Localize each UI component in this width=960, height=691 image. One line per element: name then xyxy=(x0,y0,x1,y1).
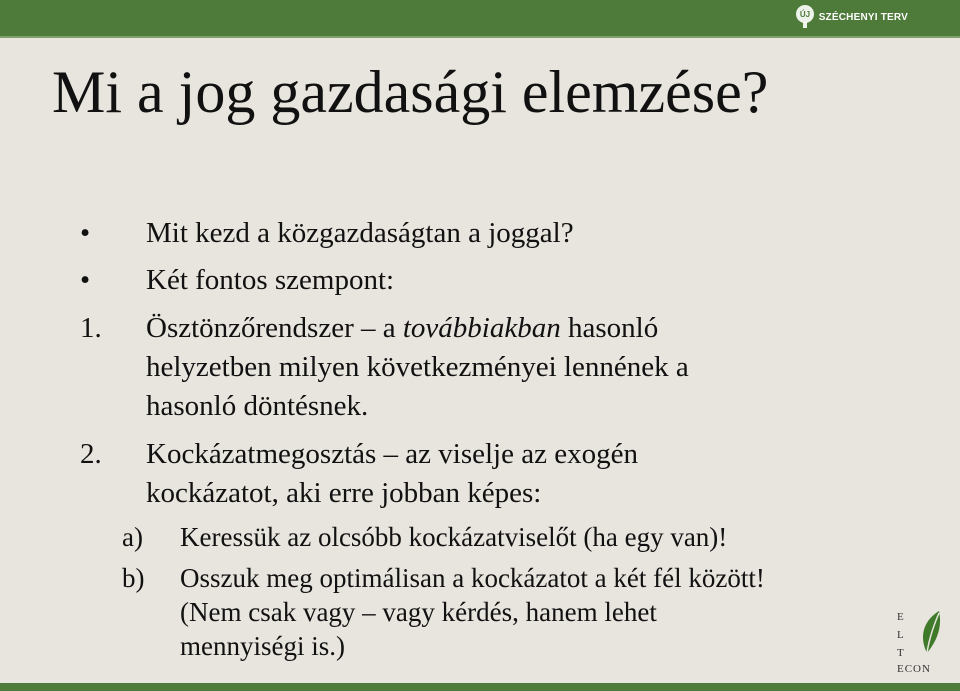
numbered-line: hasonló döntésnek. xyxy=(146,390,369,422)
szechenyi-terv-emblem-icon xyxy=(795,4,815,30)
numbered-line: Kockázatmegosztás – az viselje az exogén xyxy=(146,438,638,470)
leaf-icon xyxy=(913,609,949,664)
logo-text: SZÉCHENYI TERV xyxy=(818,11,908,23)
bullet-marker: • xyxy=(80,217,91,249)
elte-econ-logo xyxy=(893,609,951,679)
footer-bar xyxy=(0,683,960,691)
header-divider xyxy=(0,36,960,38)
bullet-text: Két fontos szempont: xyxy=(146,264,395,296)
lettered-line: (Nem csak vagy – vagy kérdés, hanem lehet xyxy=(180,597,657,627)
logo-letter: E xyxy=(897,611,905,623)
lettered-line: mennyiségi is.) xyxy=(180,631,345,661)
lettered-item-a xyxy=(122,521,728,553)
slide-title: Mi a jog gazdasági elemzése? xyxy=(52,59,769,125)
bullet-item xyxy=(80,216,574,250)
bullet-item xyxy=(80,263,395,297)
lettered-line: Osszuk meg optimálisan a kockázatot a két fél között! xyxy=(180,563,765,593)
number-marker: 1. xyxy=(80,312,102,344)
lettered-item-b xyxy=(122,562,765,594)
letter-marker: a) xyxy=(122,522,143,552)
letter-marker: b) xyxy=(122,563,145,593)
logo-letter: ECON xyxy=(897,663,931,675)
italic-term: továbbiakban xyxy=(402,312,561,344)
logo-letter: T xyxy=(897,647,905,659)
bullet-text: Mit kezd a közgazdaságtan a joggal? xyxy=(146,217,574,249)
logo-mark-text: ÚJ xyxy=(799,10,810,19)
numbered-line: helyzetben milyen következményei lennének a xyxy=(146,351,689,383)
lettered-line: Keressük az olcsóbb kockázatviselőt (ha egy van)! xyxy=(180,522,728,552)
header-bar xyxy=(0,0,960,36)
number-marker: 2. xyxy=(80,438,102,470)
numbered-line: kockázatot, aki erre jobban képes: xyxy=(146,477,542,509)
logo-letter: L xyxy=(897,629,905,641)
numbered-item-1 xyxy=(80,311,659,345)
numbered-line: Ösztönzőrendszer – a továbbiakban hasonló xyxy=(146,312,659,344)
bullet-marker: • xyxy=(80,264,91,296)
szechenyi-terv-logo xyxy=(795,3,908,31)
numbered-item-2 xyxy=(80,437,638,471)
